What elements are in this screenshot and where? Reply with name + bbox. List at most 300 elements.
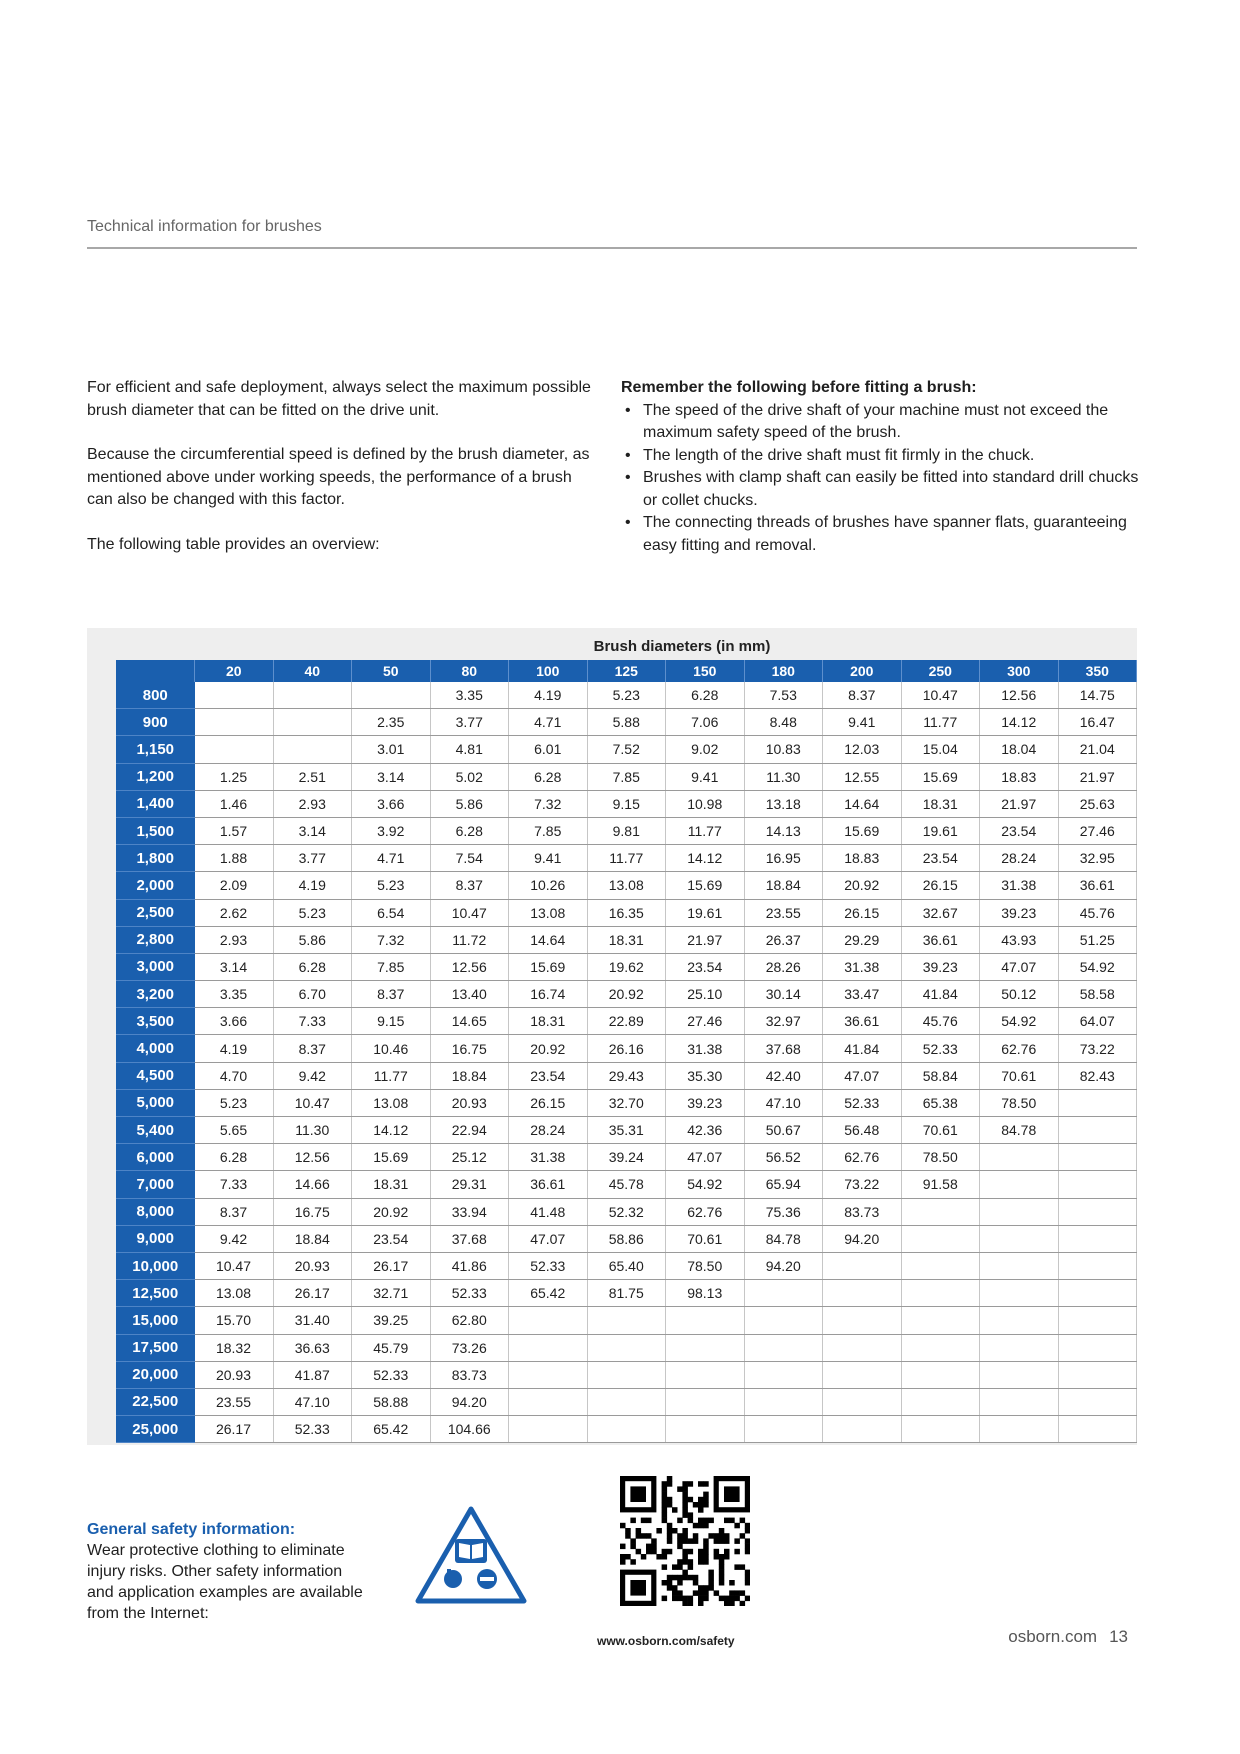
rpm-cell: 5,000 [116,1089,195,1116]
rpm-cell: 12,500 [116,1280,195,1307]
speed-cell: 3.14 [195,953,274,980]
fitting-bullet: • The connecting threads of brushes have spanner flats, guaranteeing easy fitting and removal. [621,512,1141,557]
speed-cell: 28.24 [509,1117,588,1144]
speed-cell: 52.33 [901,1035,980,1062]
speed-cell: 75.36 [744,1198,823,1225]
table-row [116,926,1137,953]
speed-cell [195,682,274,709]
diameter-header: 100 [509,660,588,682]
speed-cell: 7.54 [430,845,509,872]
speed-cell: 36.63 [273,1334,352,1361]
speed-cell: 5.23 [587,682,666,709]
table-caption: Brush diameters (in mm) [593,638,771,655]
speed-cell: 9.81 [587,817,666,844]
speed-cell: 4.71 [352,845,431,872]
fitting-heading: Remember the following before fitting a brush: [621,379,977,396]
speed-cell: 21.97 [980,790,1059,817]
speed-cell [352,682,431,709]
table-row [116,736,1137,763]
speed-cell: 18.31 [587,926,666,953]
speed-cell: 70.61 [666,1225,745,1252]
table-row [116,872,1137,899]
speed-cell: 104.66 [430,1416,509,1443]
speed-cell: 13.08 [195,1280,274,1307]
speed-cell [980,1144,1059,1171]
speed-cell: 41.86 [430,1252,509,1279]
speed-cell: 1.88 [195,845,274,872]
speed-cell [509,1307,588,1334]
intro-paragraph: Because the circumferential speed is defined by the brush diameter, as mentioned above under working speeds, the performance of a brush can also be changed with this factor. [87,446,590,508]
speed-cell: 36.61 [509,1171,588,1198]
speed-cell: 29.29 [823,926,902,953]
rpm-cell: 2,800 [116,926,195,953]
speed-cell: 18.84 [744,872,823,899]
speed-cell [666,1416,745,1443]
rpm-cell: 4,500 [116,1062,195,1089]
diameter-header: 150 [666,660,745,682]
table-row [116,1035,1137,1062]
speed-cell: 3.14 [352,763,431,790]
rpm-cell: 25,000 [116,1416,195,1443]
speed-cell: 13.08 [587,872,666,899]
speed-cell [980,1307,1059,1334]
speed-cell [744,1280,823,1307]
speed-cell: 35.30 [666,1062,745,1089]
safety-url[interactable]: www.osborn.com/safety [597,1634,735,1648]
rpm-cell: 6,000 [116,1144,195,1171]
rpm-cell: 8,000 [116,1198,195,1225]
table-row [116,981,1137,1008]
speed-cell: 3.92 [352,817,431,844]
speed-cell: 18.04 [980,736,1059,763]
speed-cell: 10.26 [509,872,588,899]
speed-cell: 20.93 [273,1252,352,1279]
speed-cell: 13.08 [352,1089,431,1116]
speed-cell: 58.58 [1058,981,1137,1008]
speed-cell: 10.46 [352,1035,431,1062]
speed-cell: 62.80 [430,1307,509,1334]
speed-cell: 5.65 [195,1117,274,1144]
speed-cell: 14.66 [273,1171,352,1198]
speed-cell: 5.23 [352,872,431,899]
speed-cell: 26.15 [823,899,902,926]
rpm-cell: 1,400 [116,790,195,817]
speed-cell: 18.84 [273,1225,352,1252]
speed-cell: 23.54 [901,845,980,872]
speed-cell: 16.35 [587,899,666,926]
speed-cell [901,1388,980,1415]
speed-cell [666,1361,745,1388]
speed-cell: 23.54 [666,953,745,980]
speed-cell: 43.93 [980,926,1059,953]
speed-cell: 11.72 [430,926,509,953]
speed-cell: 94.20 [823,1225,902,1252]
rpm-cell: 1,150 [116,736,195,763]
speed-cell: 41.87 [273,1361,352,1388]
speed-cell: 33.47 [823,981,902,1008]
speed-cell: 13.08 [509,899,588,926]
speed-cell: 52.33 [823,1089,902,1116]
speed-cell [901,1280,980,1307]
speed-cell: 16.75 [430,1035,509,1062]
speed-cell: 98.13 [666,1280,745,1307]
speed-cell [980,1225,1059,1252]
speed-cell [744,1388,823,1415]
speed-cell: 47.07 [509,1225,588,1252]
speed-cell: 36.61 [901,926,980,953]
intro-paragraph: For efficient and safe deployment, always select the maximum possible brush diameter that can be fitted on the drive unit. [87,379,591,419]
rpm-cell: 7,000 [116,1171,195,1198]
speed-cell: 3.35 [430,682,509,709]
speed-cell: 11.77 [587,845,666,872]
table-row [116,1198,1137,1225]
intro-left-column [87,377,597,578]
rpm-cell: 9,000 [116,1225,195,1252]
speed-cell: 25.63 [1058,790,1137,817]
speed-cell [273,682,352,709]
speed-cell [1058,1361,1137,1388]
speed-cell: 31.38 [823,953,902,980]
speed-cell [901,1307,980,1334]
rpm-cell: 900 [116,709,195,736]
speed-cell: 20.92 [352,1198,431,1225]
table-row [116,1334,1137,1361]
speed-cell [823,1388,902,1415]
speed-cell: 31.38 [980,872,1059,899]
speed-cell: 8.37 [352,981,431,1008]
speed-cell: 10.47 [901,682,980,709]
table-row [116,953,1137,980]
speed-cell: 41.84 [901,981,980,1008]
speed-cell [1058,1225,1137,1252]
speed-cell [1058,1307,1137,1334]
speed-cell: 41.84 [823,1035,902,1062]
diameter-header: 40 [273,660,352,682]
speed-cell: 18.31 [352,1171,431,1198]
speed-cell: 13.18 [744,790,823,817]
diameter-header: 20 [195,660,274,682]
diameter-header: 200 [823,660,902,682]
speed-cell: 21.97 [1058,763,1137,790]
speed-cell: 31.40 [273,1307,352,1334]
speed-cell [1058,1171,1137,1198]
speed-cell: 26.17 [195,1416,274,1443]
table-row [116,1117,1137,1144]
speed-cell: 14.64 [823,790,902,817]
speed-cell: 9.41 [666,763,745,790]
footer [1008,1627,1128,1647]
speed-cell: 25.12 [430,1144,509,1171]
speed-cell: 19.61 [666,899,745,926]
speed-cell: 2.51 [273,763,352,790]
diameter-header: 250 [901,660,980,682]
speed-cell: 6.28 [666,682,745,709]
speed-cell: 27.46 [1058,817,1137,844]
rpm-cell: 1,800 [116,845,195,872]
safety-title: General safety information: [87,1521,296,1538]
speed-cell: 21.04 [1058,736,1137,763]
speed-cell: 25.10 [666,981,745,1008]
speed-cell [509,1361,588,1388]
speed-cell: 15.70 [195,1307,274,1334]
speed-cell: 6.28 [430,817,509,844]
speed-cell: 36.61 [1058,872,1137,899]
speed-cell [195,709,274,736]
speed-cell [666,1388,745,1415]
section-title: Technical information for brushes [87,218,322,235]
speed-cell: 7.33 [273,1008,352,1035]
speed-cell [587,1307,666,1334]
speed-cell: 12.03 [823,736,902,763]
speed-cell: 20.92 [823,872,902,899]
speed-cell: 58.84 [901,1062,980,1089]
speed-cell [1058,1334,1137,1361]
table-row [116,899,1137,926]
speed-cell: 47.07 [666,1144,745,1171]
speed-cell: 54.92 [666,1171,745,1198]
speed-cell: 47.10 [744,1089,823,1116]
speed-cell: 8.37 [195,1198,274,1225]
speed-cell: 26.17 [273,1280,352,1307]
speed-cell: 12.56 [273,1144,352,1171]
diameter-header: 350 [1058,660,1137,682]
speed-cell [1058,1416,1137,1443]
speed-cell: 32.70 [587,1089,666,1116]
table-row [116,845,1137,872]
table-row [116,1307,1137,1334]
speed-cell: 14.64 [509,926,588,953]
speed-cell [587,1334,666,1361]
speed-cell: 36.61 [823,1008,902,1035]
speed-cell: 9.42 [195,1225,274,1252]
speed-cell: 11.30 [744,763,823,790]
speed-cell: 4.71 [509,709,588,736]
speed-cell: 14.12 [980,709,1059,736]
speed-cell: 52.33 [273,1416,352,1443]
speed-cell [901,1361,980,1388]
speed-cell: 23.55 [744,899,823,926]
table-row [116,1280,1137,1307]
speed-cell: 42.40 [744,1062,823,1089]
table-row [116,1225,1137,1252]
speed-cell: 23.54 [352,1225,431,1252]
speed-cell: 10.47 [430,899,509,926]
rpm-cell: 3,500 [116,1008,195,1035]
speed-cell: 39.23 [901,953,980,980]
speed-cell [980,1388,1059,1415]
speed-cell: 4.70 [195,1062,274,1089]
speed-cell: 6.70 [273,981,352,1008]
speed-cell [195,736,274,763]
speed-cell [901,1225,980,1252]
speed-cell: 65.42 [352,1416,431,1443]
speed-cell: 15.69 [823,817,902,844]
intro-paragraph: The following table provides an overview: [87,535,380,553]
speed-cell: 19.61 [901,817,980,844]
speed-cell: 7.06 [666,709,745,736]
speed-cell: 37.68 [430,1225,509,1252]
diameter-header: 50 [352,660,431,682]
speed-cell: 11.77 [901,709,980,736]
speed-cell: 62.76 [666,1198,745,1225]
speed-cell: 6.01 [509,736,588,763]
rpm-cell: 3,000 [116,953,195,980]
speed-cell: 26.37 [744,926,823,953]
speed-cell: 39.25 [352,1307,431,1334]
speed-cell: 3.14 [273,817,352,844]
speed-cell: 31.38 [666,1035,745,1062]
speed-cell: 10.98 [666,790,745,817]
speed-cell: 41.48 [509,1198,588,1225]
speed-table [116,660,1137,1443]
speed-cell [980,1416,1059,1443]
speed-cell: 2.09 [195,872,274,899]
speed-cell: 62.76 [980,1035,1059,1062]
speed-cell [823,1361,902,1388]
speed-cell: 52.33 [509,1252,588,1279]
corner-cell [116,660,195,682]
speed-cell: 3.77 [273,845,352,872]
table-row [116,1008,1137,1035]
speed-cell [666,1307,745,1334]
table-row [116,1062,1137,1089]
speed-cell: 64.07 [1058,1008,1137,1035]
speed-cell [901,1252,980,1279]
table-row [116,682,1137,709]
speed-cell: 9.15 [352,1008,431,1035]
speed-cell: 12.56 [980,682,1059,709]
speed-cell: 91.58 [901,1171,980,1198]
speed-cell: 18.32 [195,1334,274,1361]
speed-cell: 7.85 [587,763,666,790]
speed-cell: 26.16 [587,1035,666,1062]
speed-cell: 22.89 [587,1008,666,1035]
speed-cell: 11.30 [273,1117,352,1144]
speed-cell: 22.94 [430,1117,509,1144]
speed-cell [823,1252,902,1279]
speed-cell: 3.66 [195,1008,274,1035]
speed-cell: 1.25 [195,763,274,790]
speed-cell [823,1307,902,1334]
speed-cell [587,1388,666,1415]
speed-cell: 50.12 [980,981,1059,1008]
speed-cell: 33.94 [430,1198,509,1225]
speed-cell: 9.02 [666,736,745,763]
table-row [116,817,1137,844]
speed-cell: 6.54 [352,899,431,926]
speed-cell: 10.83 [744,736,823,763]
speed-cell: 20.93 [430,1089,509,1116]
speed-cell: 52.32 [587,1198,666,1225]
speed-cell: 2.93 [195,926,274,953]
speed-cell [980,1252,1059,1279]
speed-cell [823,1280,902,1307]
speed-cell: 47.10 [273,1388,352,1415]
speed-cell: 23.55 [195,1388,274,1415]
safety-instructions-icon [414,1505,528,1605]
speed-cell: 16.75 [273,1198,352,1225]
speed-cell: 51.25 [1058,926,1137,953]
speed-cell [744,1334,823,1361]
speed-cell: 10.47 [273,1089,352,1116]
table-row [116,1171,1137,1198]
speed-cell: 5.86 [273,926,352,953]
rpm-cell: 4,000 [116,1035,195,1062]
speed-cell: 3.01 [352,736,431,763]
speed-cell: 8.37 [430,872,509,899]
speed-cell: 4.19 [273,872,352,899]
speed-cell: 45.78 [587,1171,666,1198]
speed-cell: 47.07 [823,1062,902,1089]
speed-cell: 47.07 [980,953,1059,980]
rpm-cell: 22,500 [116,1388,195,1415]
safety-text: Wear protective clothing to eliminate injury risks. Other safety information and application examples are available from the Internet: [87,1542,363,1622]
diameter-header: 300 [980,660,1059,682]
speed-cell [823,1416,902,1443]
speed-cell [744,1361,823,1388]
speed-cell [509,1334,588,1361]
fitting-bullet: • The length of the drive shaft must fit firmly in the chuck. [621,445,1141,468]
speed-cell: 16.74 [509,981,588,1008]
speed-cell: 27.46 [666,1008,745,1035]
speed-cell: 23.54 [509,1062,588,1089]
speed-cell [980,1334,1059,1361]
rpm-cell: 17,500 [116,1334,195,1361]
speed-cell: 28.24 [980,845,1059,872]
speed-cell: 94.20 [430,1388,509,1415]
speed-cell: 8.37 [823,682,902,709]
speed-cell: 4.19 [509,682,588,709]
speed-cell: 73.22 [1058,1035,1137,1062]
speed-cell: 6.28 [273,953,352,980]
speed-cell: 58.88 [352,1388,431,1415]
table-row [116,1252,1137,1279]
speed-cell: 78.50 [666,1252,745,1279]
rpm-cell: 10,000 [116,1252,195,1279]
speed-cell: 20.93 [195,1361,274,1388]
table-row [116,790,1137,817]
speed-cell [666,1334,745,1361]
table-row [116,1144,1137,1171]
speed-cell: 2.62 [195,899,274,926]
table-row [116,1416,1137,1443]
rpm-cell: 3,200 [116,981,195,1008]
speed-cell: 1.46 [195,790,274,817]
speed-cell: 5.86 [430,790,509,817]
speed-cell: 31.38 [509,1144,588,1171]
speed-cell: 10.47 [195,1252,274,1279]
speed-cell [273,736,352,763]
speed-cell: 8.37 [273,1035,352,1062]
speed-cell: 3.35 [195,981,274,1008]
speed-cell: 32.97 [744,1008,823,1035]
speed-cell: 83.73 [823,1198,902,1225]
speed-cell: 5.88 [587,709,666,736]
fitting-bullet: • Brushes with clamp shaft can easily be fitted into standard drill chucks or collet chucks. [621,467,1141,512]
speed-cell: 65.94 [744,1171,823,1198]
rpm-cell: 2,000 [116,872,195,899]
speed-cell: 15.69 [901,763,980,790]
speed-cell: 20.92 [509,1035,588,1062]
speed-cell: 7.32 [509,790,588,817]
speed-cell: 14.13 [744,817,823,844]
speed-cell [273,709,352,736]
speed-cell: 7.32 [352,926,431,953]
speed-cell: 18.31 [509,1008,588,1035]
speed-cell [901,1198,980,1225]
speed-cell [587,1416,666,1443]
header-rule [87,247,1137,249]
